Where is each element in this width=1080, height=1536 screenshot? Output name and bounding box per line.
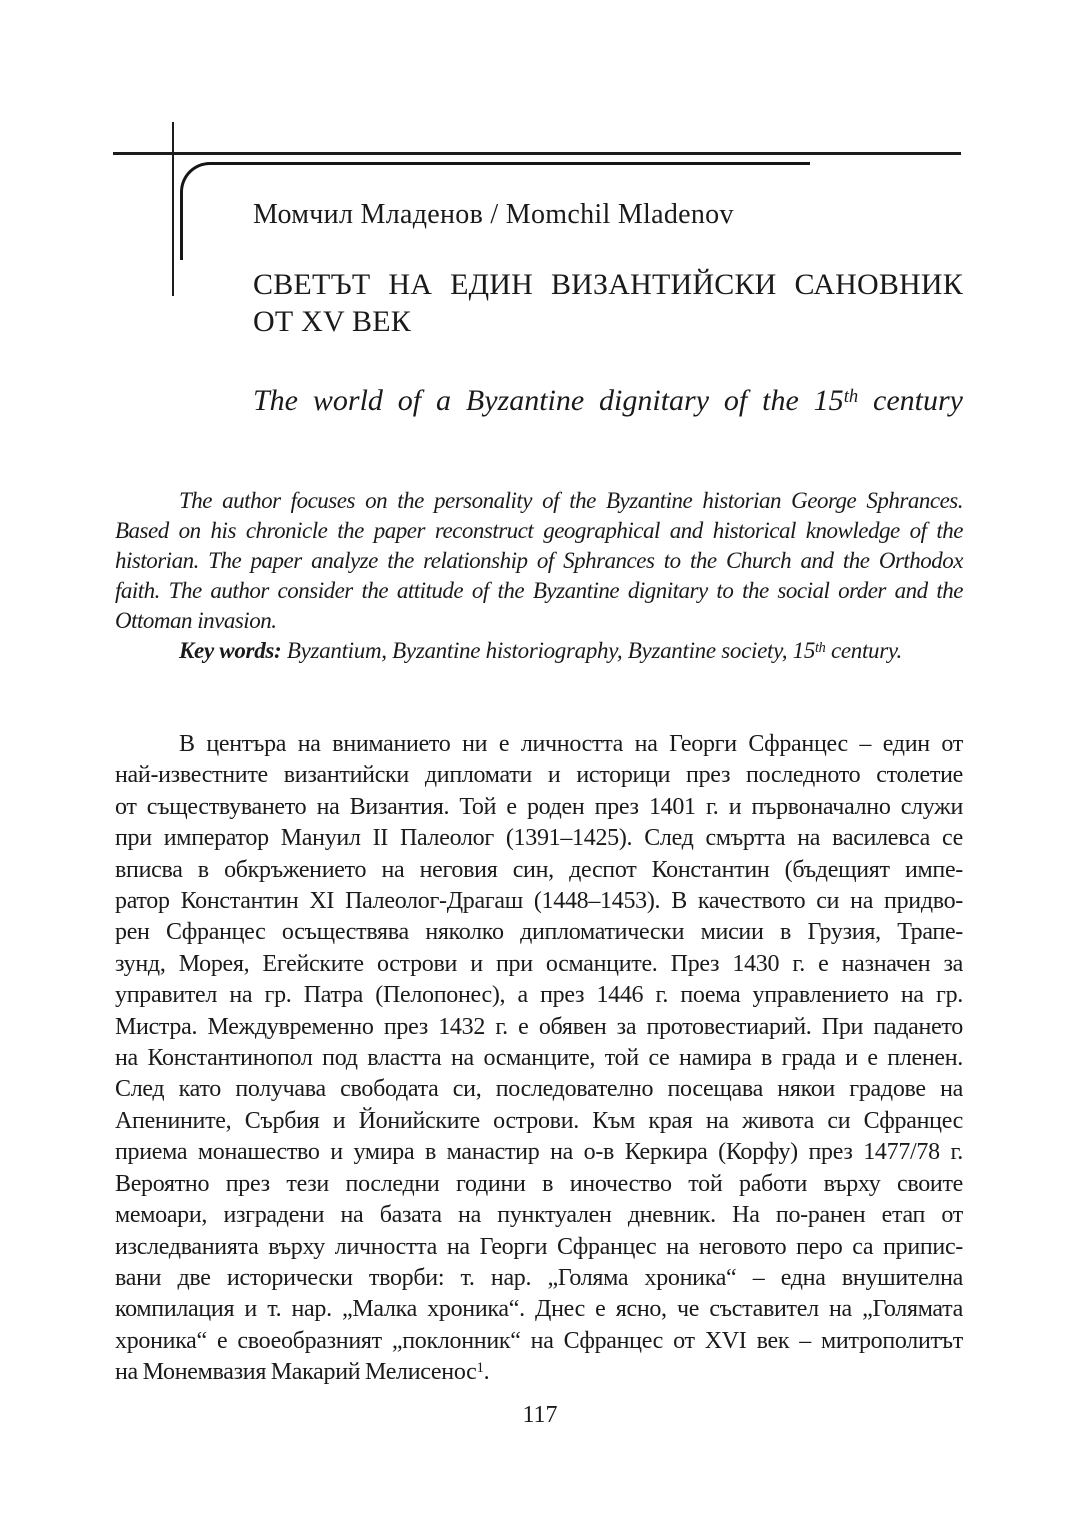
abstract-line: The author focuses on the personality of the Byzantine historian George Sphrances. xyxy=(179,488,963,513)
abstract-line: Based on his chronicle the paper reconstruct geographical and historical knowledge of the xyxy=(115,518,963,543)
body-line: на Константинопол под властта на османците, той се намира в града и е пленен. xyxy=(115,1045,963,1072)
body-line: В центъра на вниманието ни е личността на Георги Сфранцес – един от xyxy=(179,731,963,757)
body-line: мемоари, изградени на базата на пунктуален дневник. На по-ранен етап от xyxy=(115,1202,963,1229)
body-last-text-end: . xyxy=(483,1359,490,1386)
body-paragraph xyxy=(115,729,963,1389)
body-line: при император Мануил II Палеолог (1391–1425). След смъртта на василевса се xyxy=(115,825,963,852)
body-line: компилация и т. нар. „Малка хроника“. Днес е ясно, че съставител на „Голямата xyxy=(115,1296,963,1323)
article-title-english xyxy=(253,382,963,419)
body-line: зунд, Морея, Егейските острови и при османците. През 1430 г. е назначен за xyxy=(115,950,963,977)
body-line: изследванията върху личността на Георги Сфранцес на неговото перо са припис- xyxy=(115,1233,963,1260)
title-line: СВЕТЪТ НА ЕДИН ВИЗАНТИЙСКИ САНОВНИК xyxy=(253,268,963,301)
keywords-text: Byzantium, Byzantine historiography, Byzantine society, 15 xyxy=(281,638,816,663)
body-line: вани две исторически творби: т. нар. „Голяма хроника“ – една внушителна xyxy=(115,1264,963,1291)
title-english-text-end: century xyxy=(858,384,963,417)
body-line: от съществуването на Византия. Той е роден през 1401 г. и първоначално служи xyxy=(115,793,963,820)
body-line: рен Сфранцес осъществява няколко дипломатически мисии в Грузия, Трапе- xyxy=(115,919,963,946)
body-lines xyxy=(115,729,963,1357)
abstract-paragraph xyxy=(115,486,963,636)
body-line: хроника“ е своеобразният „поклонник“ на Сфранцес от XVI век – митрополитът xyxy=(115,1327,963,1354)
abstract-line: faith. The author consider the attitude of the Byzantine dignitary to the social order and the xyxy=(115,578,963,603)
body-line: управител на гр. Патра (Пелопонес), а през 1446 г. поема управлението на гр. xyxy=(115,982,963,1009)
title-english-text: The world of a Byzantine dignitary of the 15 xyxy=(253,384,844,417)
keywords-superscript: th xyxy=(815,639,826,656)
article-title-bulgarian xyxy=(253,266,963,340)
body-line: След като получава свободата си, последователно посещава някои градове на xyxy=(115,1076,963,1103)
body-line: Апенините, Сърбия и Йонийските острови. Към края на живота си Сфранцес xyxy=(115,1107,963,1134)
body-last-line xyxy=(115,1357,963,1388)
footnote-marker: 1 xyxy=(476,1360,484,1377)
body-line: най-известните византийски дипломати и историци през последното столетие xyxy=(115,762,963,789)
author-line: Момчил Младенов / Momchil Mladenov xyxy=(253,199,734,230)
header-rule-horizontal xyxy=(113,152,961,155)
keywords-label: Key words: xyxy=(179,638,282,663)
body-line: вписва в обкръжението на неговия син, деспот Константин (бъдещият импе- xyxy=(115,856,963,883)
body-line: ратор Константин XI Палеолог-Драгаш (1448–1453). В качеството си на придво- xyxy=(115,888,963,915)
body-last-text: на Монемвазия Макарий Мелисенос xyxy=(115,1359,477,1386)
title-english-superscript: th xyxy=(843,385,859,407)
header-rule-vertical xyxy=(172,122,174,296)
abstract-line: Ottoman invasion. xyxy=(115,608,277,633)
page-number: 117 xyxy=(522,1402,558,1428)
body-line: Мистра. Междувременно през 1432 г. е обявен за протовестиарий. При падането xyxy=(115,1013,963,1040)
body-line: приема монашество и умира в манастир на о-в Керкира (Корфу) през 1477/78 г. xyxy=(115,1139,963,1166)
keywords-line xyxy=(115,636,963,666)
abstract-line: historian. The paper analyze the relationship of Sphrances to the Church and the Orthodox xyxy=(115,548,963,573)
title-line: ОТ XV ВЕК xyxy=(253,305,411,338)
body-line: Вероятно през тези последни години в иночество той работи върху своите xyxy=(115,1170,963,1197)
keywords-text-end: century. xyxy=(825,638,902,663)
